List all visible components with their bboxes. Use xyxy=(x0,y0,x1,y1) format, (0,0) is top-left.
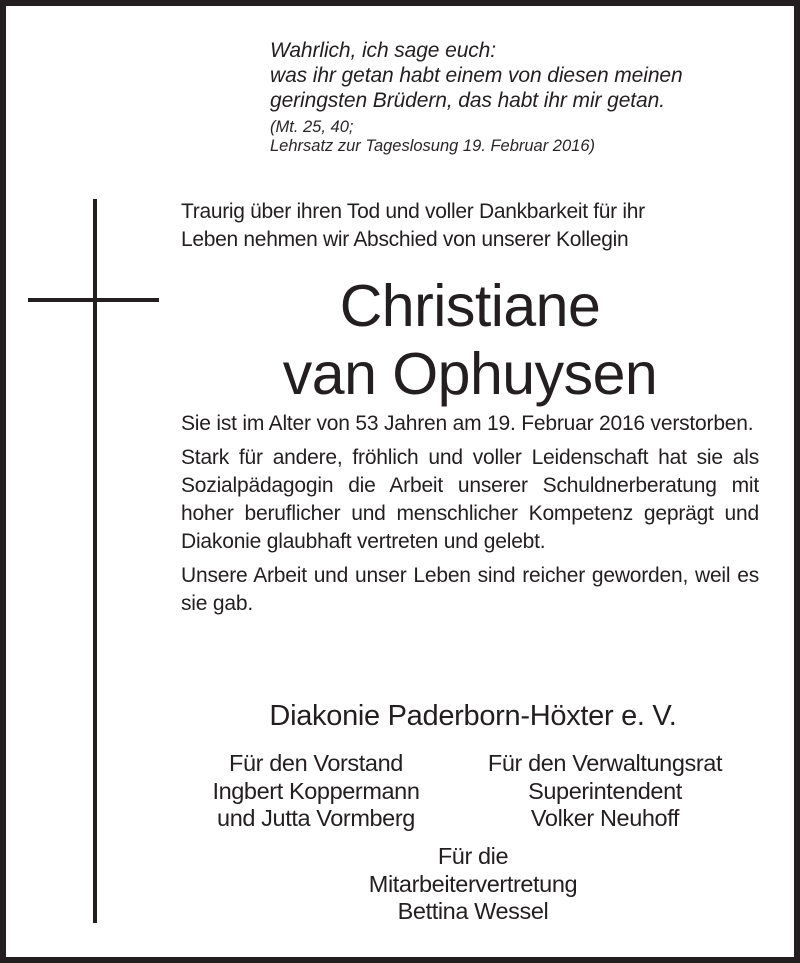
signature-role: Für die xyxy=(437,843,509,869)
signature-board xyxy=(176,750,456,833)
signature-role: Für den Vorstand xyxy=(229,750,403,776)
organization-name: Diakonie Paderborn-Höxter e. V. xyxy=(269,700,677,732)
bible-quote xyxy=(270,38,750,156)
signature-name: Volker Neuhoff xyxy=(530,805,680,831)
cross-icon-horizontal-bar xyxy=(28,298,159,302)
signature-name: Ingbert Koppermann xyxy=(212,777,420,804)
signature-title: Superintendent xyxy=(528,777,682,804)
signature-role: Für den Verwaltungsrat xyxy=(487,750,723,776)
quote-source xyxy=(270,118,750,156)
cross-icon-vertical-bar xyxy=(93,199,97,923)
quote-source-line: Lehrsatz zur Tageslosung 19. Februar 2016) xyxy=(270,137,596,155)
quote-line: Wahrlich, ich sage euch: xyxy=(270,39,496,62)
signature-staff-representation xyxy=(323,843,623,926)
quote-source-line: (Mt. 25, 40; xyxy=(270,118,354,136)
obituary-body xyxy=(181,410,759,624)
intro-line: Traurig über ihren Tod und voller Dankbarkeit für ihr xyxy=(181,200,645,223)
intro-text xyxy=(181,198,771,254)
deceased-name xyxy=(181,272,759,408)
deceased-first-name: Christiane xyxy=(339,273,601,339)
signature-name: und Jutta Vormberg xyxy=(217,805,415,831)
signature-council xyxy=(460,750,750,833)
signature-role: Mitarbeitervertretung xyxy=(368,870,578,897)
intro-line: Leben nehmen wir Abschied von unserer Kollegin xyxy=(181,228,629,251)
quote-verse xyxy=(270,38,750,113)
signature-name: Bettina Wessel xyxy=(397,898,549,924)
quote-line: geringsten Brüdern, das habt ihr mir getan. xyxy=(270,89,665,112)
body-paragraph-closing: Unsere Arbeit und unser Leben sind reicher geworden, weil es sie gab. xyxy=(181,564,759,615)
body-paragraph-death-notice: Sie ist im Alter von 53 Jahren am 19. Februar 2016 verstorben. xyxy=(181,412,754,435)
quote-line: was ihr getan habt einem von diesen meinen xyxy=(270,64,683,87)
deceased-last-name: van Ophuysen xyxy=(282,341,658,407)
body-paragraph-tribute: Stark für andere, fröhlich und voller Leidenschaft hat sie als Sozialpädagogin die Arbeit unserer Schuldnerberatung mit hoher beruflicher und menschlicher Kompetenz geprägt und Diakonie glaubhaft vertreten und gelebt. xyxy=(181,446,759,553)
